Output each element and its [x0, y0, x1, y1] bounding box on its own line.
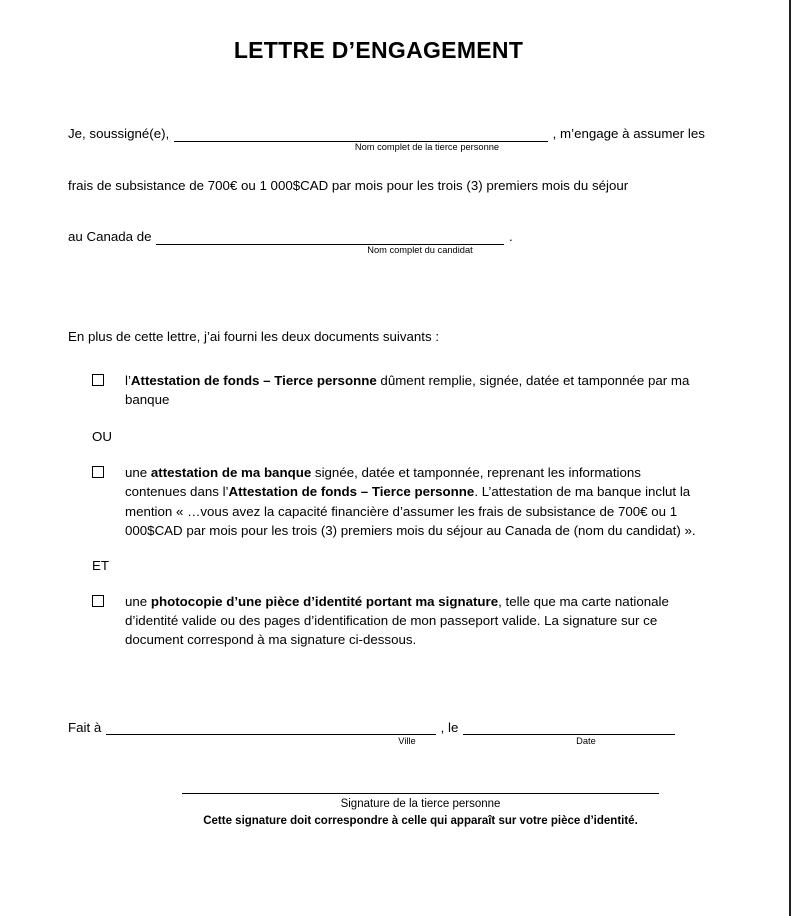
- signature-label: Signature de la tierce personne: [340, 798, 501, 811]
- third-party-name-blank[interactable]: [174, 127, 548, 142]
- page-edge-rule: [789, 0, 791, 916]
- signature-block: [68, 793, 737, 828]
- commitment-line-3-suffix: .: [508, 229, 513, 245]
- conjunction-or: OU: [92, 429, 112, 445]
- list-item[interactable]: [92, 371, 737, 410]
- city-caption: Ville: [398, 735, 416, 746]
- commitment-line-1-suffix: , m’engage à assumer les: [552, 126, 705, 141]
- commitment-line-3-prefix: au Canada de: [68, 229, 156, 245]
- checklist-item-text-2: une attestation de ma banque signée, datée et tamponnée, reprenant les informations contenues dans l’Attestation de fonds – Tierce personne. L’attestation de ma banque inclut la mention « …vous avez la capacité financière d’assumer les frais de subsistance de 700€ ou 1 000$CAD par mois pour les trois (3) premiers mois du séjour au Canada de (nom du candidat) ».: [125, 464, 696, 538]
- empty-checkbox-icon[interactable]: [92, 374, 104, 386]
- list-item[interactable]: [92, 463, 737, 540]
- checklist-item-text-1: l’Attestation de fonds – Tierce personne dûment remplie, signée, datée et tamponnée par ma banque: [125, 372, 690, 408]
- place-label: Fait à: [68, 719, 105, 735]
- empty-checkbox-icon[interactable]: [92, 466, 104, 478]
- commitment-line-1: [68, 126, 737, 152]
- checklist-item-text-3: une photocopie d’une pièce d’identité portant ma signature, telle que ma carte nationale d’identité valide ou des pages d’identification de mon passeport valide. La signature sur ce document correspond à ma signature ci-dessous.: [125, 593, 669, 648]
- date-blank[interactable]: [463, 720, 675, 735]
- empty-checkbox-icon[interactable]: [92, 595, 104, 607]
- candidate-name-blank[interactable]: [156, 230, 504, 245]
- date-separator-label: , le: [440, 719, 463, 735]
- list-item[interactable]: [92, 592, 737, 650]
- city-blank[interactable]: [106, 720, 436, 735]
- place-and-date-row: [68, 719, 737, 746]
- documents-checklist: [68, 371, 737, 650]
- commitment-line-1-prefix: Je, soussigné(e),: [68, 126, 173, 141]
- commitment-line-2-text: frais de subsistance de 700€ ou 1 000$CAD par mois pour les trois (3) premiers mois du séjour: [68, 177, 629, 193]
- signature-line[interactable]: [182, 793, 659, 794]
- date-caption: Date: [576, 735, 596, 746]
- conjunction-and: ET: [92, 558, 109, 574]
- candidate-name-caption: Nom complet du candidat: [367, 245, 473, 256]
- commitment-line-2: [68, 178, 737, 194]
- third-party-name-caption: Nom complet de la tierce personne: [354, 142, 500, 152]
- commitment-line-3: [68, 229, 737, 256]
- signature-note: Cette signature doit correspondre à celle qui apparaît sur votre pièce d’identité.: [203, 814, 638, 827]
- page-title: LETTRE D’ENGAGEMENT: [233, 37, 524, 63]
- document-body: [0, 126, 789, 828]
- documents-intro: En plus de cette lettre, j’ai fourni les deux documents suivants :: [68, 329, 440, 345]
